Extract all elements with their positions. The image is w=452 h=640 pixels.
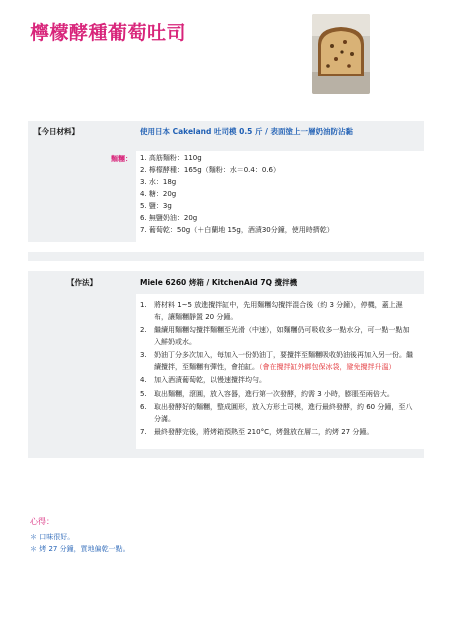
page-title: 檸檬酵種葡萄吐司 [30, 22, 187, 44]
step-number: 6. [140, 403, 147, 411]
step-text: 加入酒漬葡萄乾，以慢速攪拌均勻。 [154, 376, 266, 384]
method-row [28, 294, 424, 449]
note-item: ＊ 口味很好。 [30, 533, 75, 541]
list-item [140, 427, 416, 439]
list-item [140, 300, 416, 323]
recipe-table [28, 121, 424, 458]
step-text: 取出麵糰，滾圓，放入容器，進行第一次發酵，約需 3 小時，膨脹至兩倍大。 [154, 389, 394, 398]
list-item: 7. 葡萄乾：50g（＋白蘭地 15g，酒漬30分鐘，使用時擠乾） [140, 226, 334, 234]
note-item: ＊ 烤 27 分鐘，質地偏乾一點。 [30, 545, 130, 553]
spacer-row [28, 242, 424, 252]
list-item: 4. 糖：20g [140, 190, 177, 198]
step-text: 將材料 1~5 放進攪拌缸中，先用麵糰勾攪拌混合後（約 3 分鐘），停機，蓋上濕布，讓麵糰靜置 20 分鐘。 [154, 301, 403, 321]
list-item [140, 402, 416, 425]
spacer-row [28, 261, 424, 271]
list-item [140, 375, 416, 387]
method-heading: 【作法】 [67, 278, 97, 287]
ingredients-heading: 【今日材料】 [34, 127, 79, 136]
list-item: 6. 無鹽奶油：20g [140, 214, 198, 222]
step-number: 1. [140, 301, 147, 309]
method-side-cell [28, 294, 136, 449]
step-text: 繼續用麵糰勾攪拌麵糰至光滑（中速），如麵糰仍可吸收多一點水分，可一點一點加入鮮奶或水。 [154, 326, 410, 346]
list-item: 1. 高筋麵粉：110g [140, 154, 202, 162]
step-number: 4. [140, 376, 147, 384]
list-item [140, 389, 416, 401]
list-item: 2. 檸檬酵種：165g（麵粉：水＝0.4：0.6） [140, 166, 280, 174]
ingredient-list [140, 152, 424, 236]
step-number: 3. [140, 351, 147, 359]
step-text: 最終發酵完後，將烤箱預熱至 210°C，烤盤放在層二，約烤 27 分鐘。 [154, 428, 374, 436]
step-list [140, 300, 416, 439]
list-item [140, 325, 416, 348]
list-item: 5. 鹽：3g [140, 202, 172, 210]
list-item [140, 350, 416, 373]
spacer-row [28, 252, 424, 261]
notes-section [30, 516, 130, 555]
notes-title: 心得： [30, 517, 54, 526]
equipment-note: Miele 6260 烤箱 / KitchenAid 7Q 攪拌機 [140, 278, 298, 287]
spacer-row [28, 449, 424, 458]
mold-note: 使用日本 Cakeland 吐司模 0.5 斤 / 表面塗上一層奶油防沾黏 [140, 127, 353, 136]
step-text: 奶油丁分多次加入，每加入一份奶油丁，要攪拌至麵糰吸收奶油後再加入另一份。繼續攪拌，至麵糰有彈性，會拍缸。 [154, 351, 413, 371]
method-header-row [28, 271, 424, 294]
step-text: 取出發酵好的麵糰，整成圓形，放入方形土司模，進行最終發酵，約 60 分鐘，至八分滿。 [154, 403, 413, 423]
dough-label: 麵糰： [28, 151, 136, 242]
step-number: 7. [140, 428, 147, 436]
spacer-row [28, 142, 424, 151]
step-warning: （會在攪拌缸外綁包保冰袋，避免攪拌升溫） [259, 362, 396, 371]
bread-photo [312, 14, 370, 94]
step-number: 5. [140, 389, 147, 398]
list-item: 3. 水：18g [140, 178, 177, 186]
ingredients-row [28, 151, 424, 242]
ingredients-header-row [28, 121, 424, 142]
step-number: 2. [140, 326, 147, 334]
